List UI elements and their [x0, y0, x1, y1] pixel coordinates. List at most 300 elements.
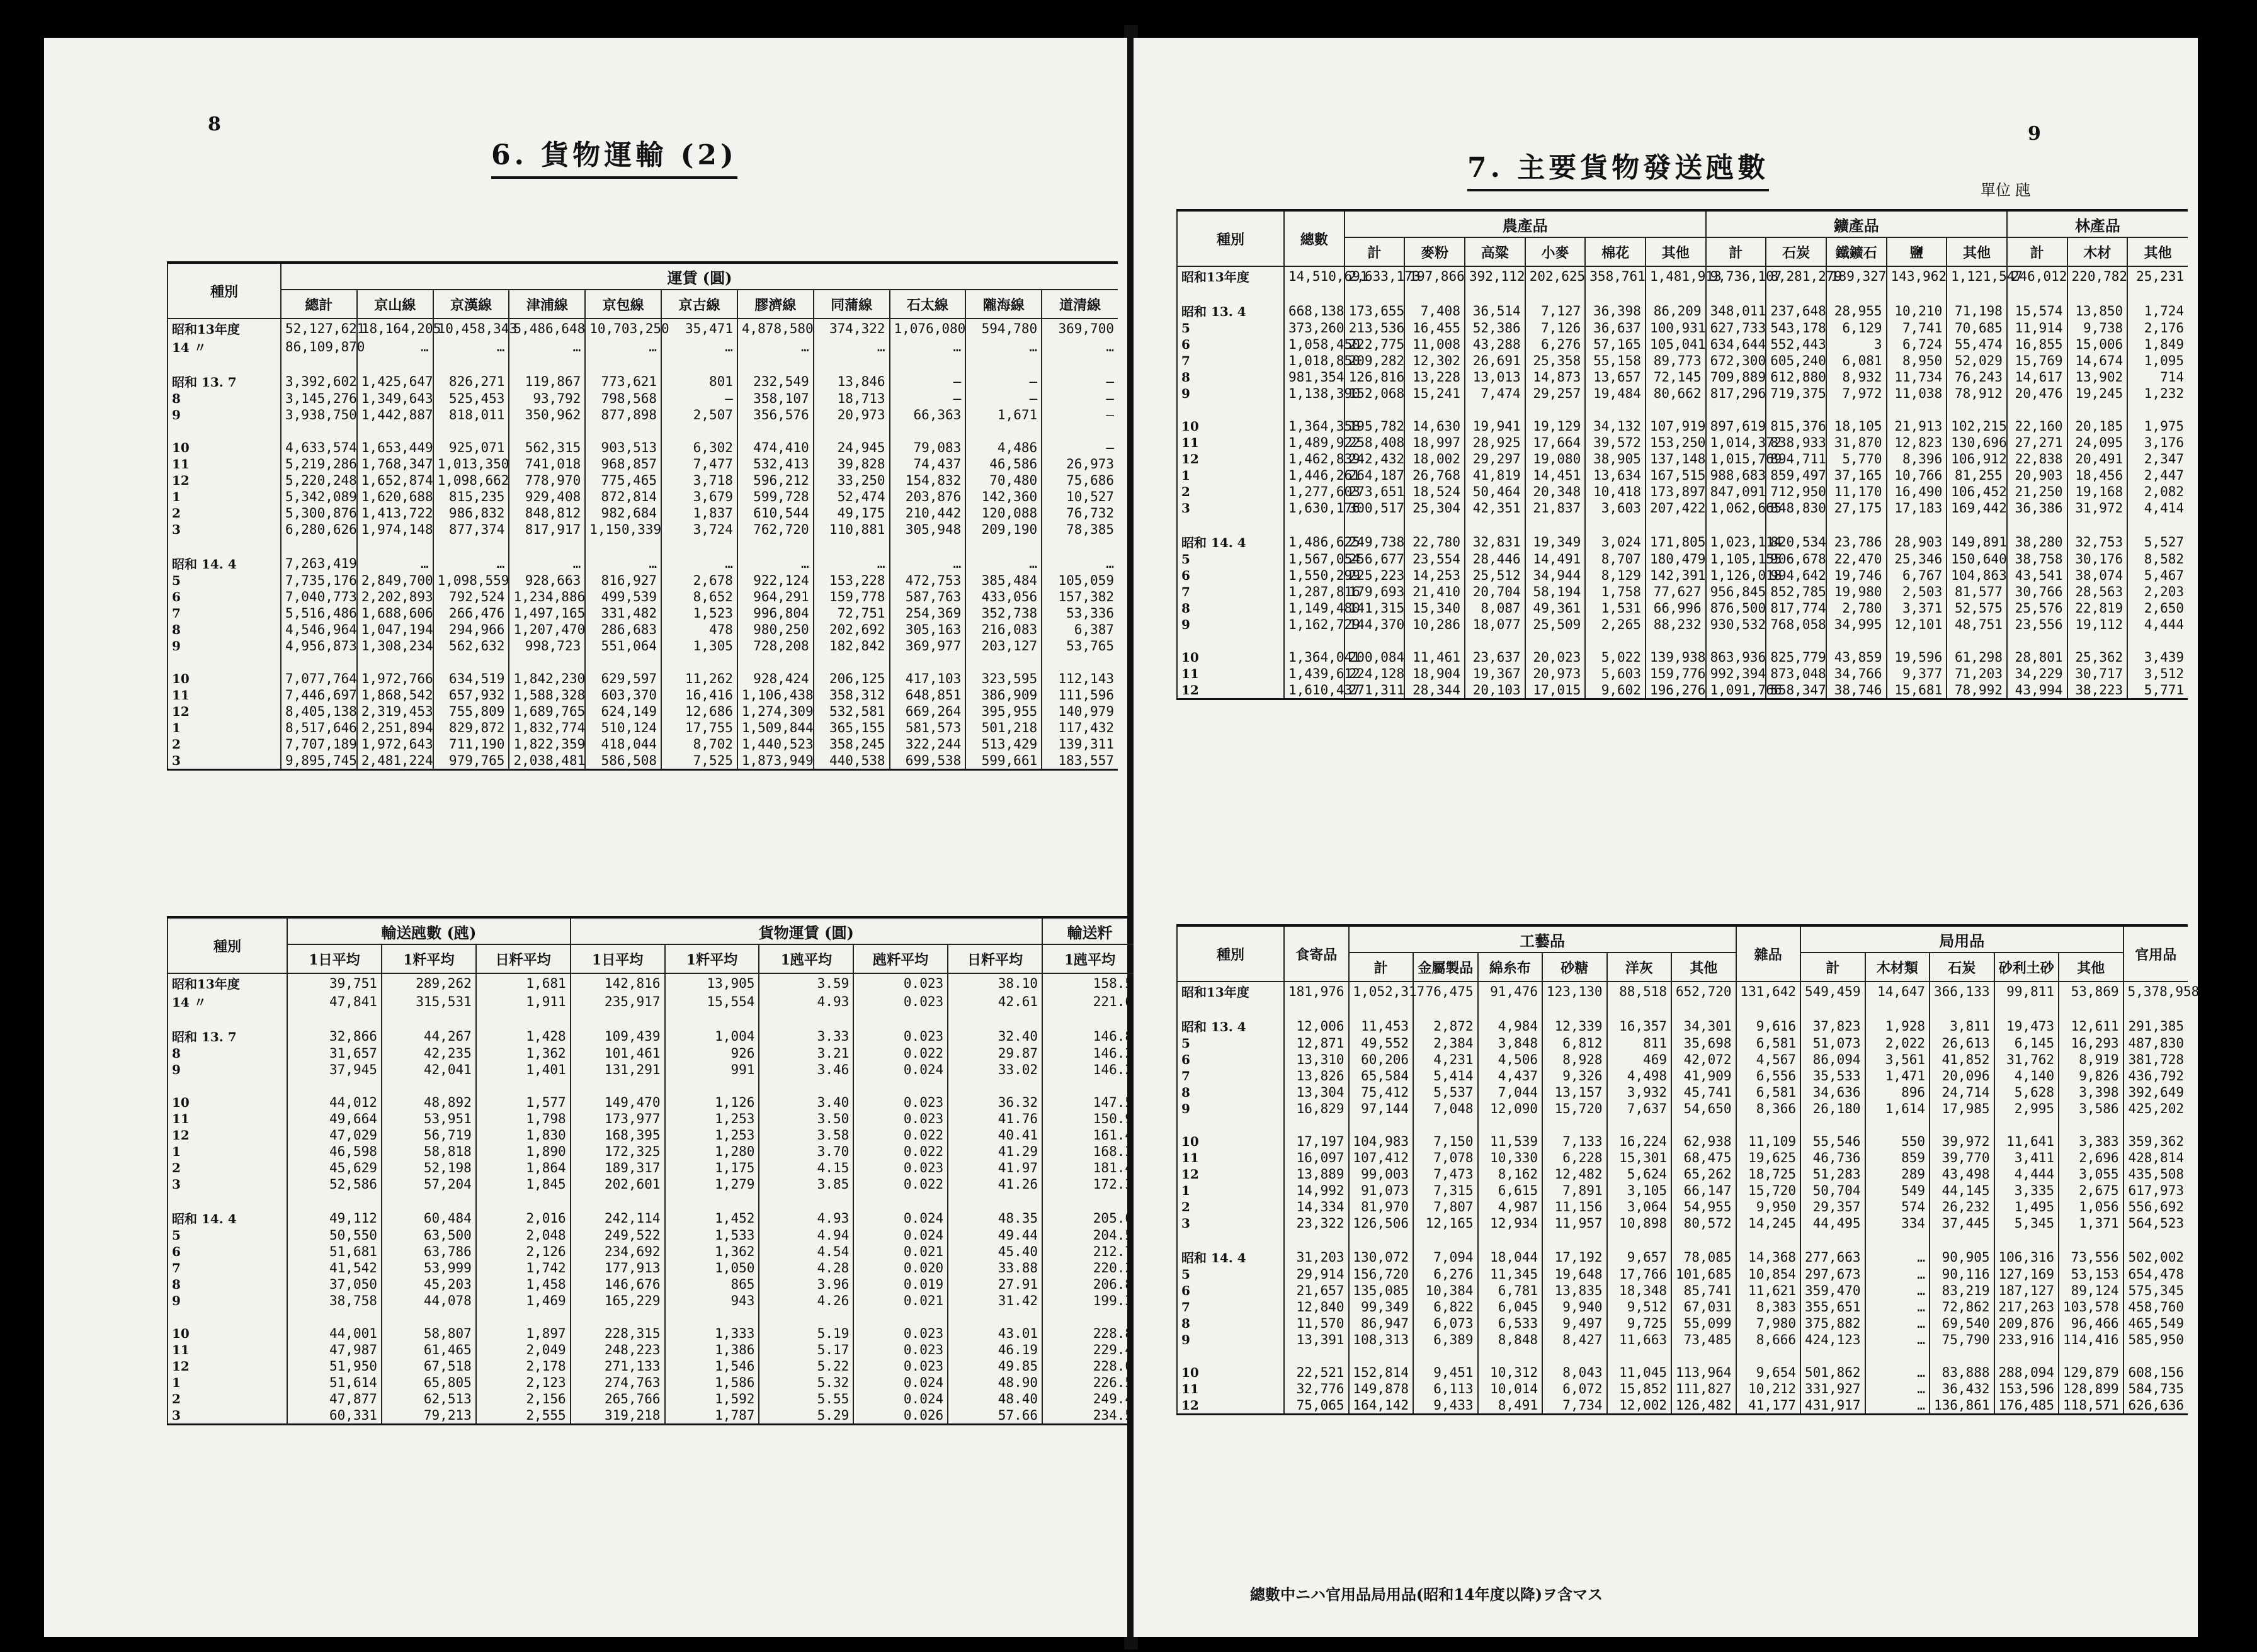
table-cell: 12,823 — [1887, 434, 1947, 451]
table-cell: 624,149 — [585, 703, 661, 720]
table-cell: 2,178 — [476, 1358, 571, 1374]
table-cell: 4,140 — [1994, 1068, 2059, 1084]
table-cell: 7,315 — [1413, 1182, 1478, 1199]
table-cell: 6,280,626 — [281, 521, 357, 538]
table-cell: 1,486,625 — [1284, 516, 1345, 551]
table-cell: 0.023 — [853, 1111, 948, 1127]
table-cell: 8,950 — [1887, 353, 1947, 369]
table-cell: 34,301 — [1671, 1000, 1736, 1035]
table-cell: 51,283 — [1800, 1166, 1865, 1182]
table-cell: 2,675 — [2059, 1182, 2123, 1199]
table-group-header: 貨物運賃 (圓) — [571, 917, 1042, 944]
table-cell: 19,648 — [1542, 1266, 1607, 1282]
table-cell: 13,013 — [1465, 369, 1525, 385]
table-cell: 210,442 — [890, 505, 966, 521]
table-cell: 26,613 — [1930, 1035, 1994, 1051]
table-cell: 86,109,870 — [281, 337, 357, 356]
table-row — [1177, 1231, 2188, 1266]
table-cell: 4.54 — [759, 1243, 853, 1260]
table-cell: 906,678 — [1766, 551, 1826, 567]
table-cell: 271,133 — [571, 1358, 665, 1374]
table-cell: 425,202 — [2123, 1100, 2188, 1117]
table-column-header: 鐵鑛石 — [1826, 237, 1887, 266]
table-cell: 118,571 — [2059, 1397, 2123, 1415]
table-cell: 2,347 — [2127, 451, 2188, 467]
table-cell: 31,657 — [287, 1045, 382, 1061]
table-cell: 249,738 — [1345, 516, 1405, 551]
row-label: 7 — [1177, 1068, 1284, 1084]
row-label: 2 — [168, 1160, 287, 1176]
table-cell: 12,686 — [661, 703, 737, 720]
table-cell: 31,762 — [1994, 1051, 2059, 1068]
table-cell: 1,277,603 — [1284, 484, 1345, 500]
table-cell: … — [1865, 1299, 1930, 1315]
table-cell: 156,720 — [1349, 1266, 1414, 1282]
table-cell: 25,346 — [1887, 551, 1947, 567]
table-cell: 433,056 — [965, 589, 1042, 605]
table-cell: 1,362 — [665, 1243, 759, 1260]
table-cell: 52,198 — [382, 1160, 476, 1176]
table-cell: 3,439 — [2127, 633, 2188, 665]
table-row — [1177, 1215, 2188, 1231]
table-cell: 85,741 — [1671, 1282, 1736, 1299]
table-cell: 23,556 — [2007, 616, 2067, 633]
table-cell: 36,637 — [1585, 320, 1646, 336]
table-cell: 75,065 — [1284, 1397, 1349, 1415]
table-cell: 699,538 — [890, 752, 966, 770]
row-label: 11 — [1177, 434, 1284, 451]
table-row — [168, 1407, 1137, 1425]
table-cell: 14,873 — [1525, 369, 1586, 385]
table-cell: 144,370 — [1345, 616, 1405, 633]
table-cell: 418,044 — [585, 736, 661, 752]
row-label: 昭和 14. 4 — [168, 538, 281, 572]
table-cell: 2,555 — [476, 1407, 571, 1425]
table-cell: 1,873,949 — [737, 752, 814, 770]
table-cell: 18,044 — [1478, 1231, 1543, 1266]
table-row — [1177, 402, 2188, 434]
row-label: 12 — [1177, 1166, 1284, 1182]
table-cell: 16,455 — [1404, 320, 1465, 336]
table-column-header: 小麥 — [1525, 237, 1586, 266]
table-cell: 34,766 — [1826, 665, 1887, 682]
table-cell: 142,360 — [965, 489, 1042, 505]
table-column-header: 總數 — [1284, 210, 1345, 266]
table-column-header: 石炭 — [1766, 237, 1826, 266]
table-cell: 229.4 — [1042, 1342, 1137, 1358]
table-cell: 7,735,176 — [281, 572, 357, 589]
row-label: 7 — [1177, 353, 1284, 369]
table-cell: 7,473 — [1413, 1166, 1478, 1182]
table-cell: 818,011 — [433, 407, 509, 423]
table-cell: 3,392,602 — [281, 356, 357, 390]
table-cell: 81,970 — [1349, 1199, 1414, 1215]
table-cell: 7,263,419 — [281, 538, 357, 572]
table-cell: 7,972 — [1826, 385, 1887, 402]
table-cell: 61,465 — [382, 1342, 476, 1358]
table-cell: … — [1865, 1282, 1930, 1299]
table-cell: 3,811 — [1930, 1000, 1994, 1035]
table-cell: 4,444 — [2127, 616, 2188, 633]
table-cell: 181,976 — [1284, 982, 1349, 1000]
table-cell: 75,790 — [1930, 1332, 1994, 1348]
table-cell: 352,738 — [965, 605, 1042, 621]
right-page — [1134, 38, 2198, 1637]
table-cell: 126,506 — [1349, 1215, 1414, 1231]
table-cell: 4.28 — [759, 1260, 853, 1276]
table-cell: 894,711 — [1766, 451, 1826, 467]
table-cell: 3,371 — [1887, 600, 1947, 616]
table-cell: 28,563 — [2067, 584, 2128, 600]
table-cell: 1,095 — [2127, 353, 2188, 369]
table-cell: 249.4 — [1042, 1391, 1137, 1407]
table-row — [168, 1127, 1137, 1143]
table-cell: 196,276 — [1646, 682, 1706, 699]
table-cell: 24,714 — [1930, 1084, 1994, 1100]
table-cell: 53,869 — [2059, 982, 2123, 1000]
table-cell: 375,882 — [1800, 1315, 1865, 1332]
table-cell: 7,133 — [1542, 1117, 1607, 1150]
table-cell: 1,577 — [476, 1078, 571, 1111]
table-row — [168, 538, 1118, 572]
row-label: 3 — [1177, 1215, 1284, 1231]
table-row — [1177, 1299, 2188, 1315]
table-cell: 297,673 — [1800, 1266, 1865, 1282]
row-label: 3 — [1177, 500, 1284, 516]
table-cell: 12,611 — [2059, 1000, 2123, 1035]
table-cell: 16,293 — [2059, 1035, 2123, 1051]
table-cell: 11,570 — [1284, 1315, 1349, 1332]
table-cell: 4,486 — [965, 423, 1042, 456]
table-cell: 5.55 — [759, 1391, 853, 1407]
table-cell: 14,451 — [1525, 467, 1586, 484]
row-label: 14 〃 — [168, 337, 281, 356]
table-cell: 42.61 — [948, 992, 1042, 1010]
table-cell: 6,389 — [1413, 1332, 1478, 1348]
table-cell: 12,302 — [1404, 353, 1465, 369]
table-cell: 128,899 — [2059, 1381, 2123, 1397]
table-cell: 49,361 — [1525, 600, 1586, 616]
table-cell: 30,176 — [2067, 551, 2128, 567]
table-row — [1177, 682, 2188, 699]
table-column-header: 道清線 — [1042, 290, 1118, 319]
table-cell: 101,685 — [1671, 1266, 1736, 1282]
table-cell: 235,917 — [571, 992, 665, 1010]
table-cell: 755,809 — [433, 703, 509, 720]
table-cell: 13,310 — [1284, 1051, 1349, 1068]
table-cell: 20,476 — [2007, 385, 2067, 402]
table-cell: 586,508 — [585, 752, 661, 770]
table-cell: 1,126,018 — [1706, 567, 1766, 584]
table-cell: 83,219 — [1930, 1282, 1994, 1299]
table-cell: 9,950 — [1736, 1199, 1801, 1215]
table-column-header: 石炭 — [1930, 953, 1994, 982]
table-cell: 10,286 — [1404, 616, 1465, 633]
table-cell: 8,652 — [661, 589, 737, 605]
table-column-header: 計 — [1706, 237, 1766, 266]
table-cell: 1,620,688 — [357, 489, 433, 505]
table-cell: 0.022 — [853, 1143, 948, 1160]
table-cell: 164,142 — [1349, 1397, 1414, 1415]
table-cell: 980,250 — [737, 621, 814, 638]
table-cell: 22,780 — [1404, 516, 1465, 551]
table-cell: 106,912 — [1947, 451, 2007, 467]
table-cell: 25,576 — [2007, 600, 2067, 616]
table-cell: 549 — [1865, 1182, 1930, 1199]
table-row — [168, 423, 1118, 456]
table-cell: 41,177 — [1736, 1397, 1801, 1415]
table-cell: 25,362 — [2067, 633, 2128, 665]
table-cell: 107,412 — [1349, 1150, 1414, 1166]
table-row — [168, 1078, 1137, 1111]
table-cell: 38.10 — [948, 973, 1042, 992]
table-cell: 0.023 — [853, 973, 948, 992]
table-cell: … — [814, 538, 890, 572]
table-cell: 7,741 — [1887, 320, 1947, 336]
table-cell: 63,786 — [382, 1243, 476, 1260]
table-cell: 1,974,148 — [357, 521, 433, 538]
table-cell: 41,819 — [1465, 467, 1525, 484]
table-cell: 5,345 — [1994, 1215, 2059, 1231]
row-label: 9 — [1177, 1100, 1284, 1117]
table-cell: 29.87 — [948, 1045, 1042, 1061]
table-cell: 10,212 — [1736, 1381, 1801, 1397]
table-cell: — — [1042, 356, 1118, 390]
table-column-header: 1瓲平均 — [759, 944, 853, 973]
row-label: 5 — [168, 1227, 287, 1243]
freight-shipments-table — [1176, 209, 2188, 700]
table-cell: 1,442,887 — [357, 407, 433, 423]
table-cell: 217,263 — [1994, 1299, 2059, 1315]
table-cell: 101,461 — [571, 1045, 665, 1061]
table-row — [168, 407, 1118, 423]
unit-label: 單位 瓲 — [1981, 181, 2031, 199]
table-cell: 0.024 — [853, 1061, 948, 1078]
table-cell: 1,098,559 — [433, 572, 509, 589]
table-cell: 26,232 — [1930, 1199, 1994, 1215]
table-cell: 0.021 — [853, 1293, 948, 1309]
table-cell: 9,451 — [1413, 1348, 1478, 1381]
table-cell: 1,842,230 — [509, 654, 585, 687]
table-cell: 104,863 — [1947, 567, 2007, 584]
table-cell: 3.58 — [759, 1127, 853, 1143]
table-column-header: 官用品 — [2123, 925, 2188, 982]
table-cell: 634,519 — [433, 654, 509, 687]
table-cell: 877,374 — [433, 521, 509, 538]
table-cell: 65,805 — [382, 1374, 476, 1391]
table-cell: 903,513 — [585, 423, 661, 456]
table-cell: 46,586 — [965, 456, 1042, 472]
table-cell: 35,533 — [1800, 1068, 1865, 1084]
table-cell: 43,994 — [2007, 682, 2067, 699]
table-cell: 171,805 — [1646, 516, 1706, 551]
table-cell: 5,220,248 — [281, 472, 357, 489]
table-cell: 4,444 — [1994, 1166, 2059, 1182]
table-cell: 126,482 — [1671, 1397, 1736, 1415]
table-cell: 39,751 — [287, 973, 382, 992]
table-cell: … — [965, 337, 1042, 356]
table-cell: 1,091,766 — [1706, 682, 1766, 699]
table-cell: 110,881 — [814, 521, 890, 538]
table-cell: 815,376 — [1766, 402, 1826, 434]
table-cell: 472,753 — [890, 572, 966, 589]
table-cell: 7,734 — [1542, 1397, 1607, 1415]
table-cell: 168.3 — [1042, 1143, 1137, 1160]
table-cell: 3,383 — [2059, 1117, 2123, 1150]
table-cell: 817,917 — [509, 521, 585, 538]
row-label: 11 — [1177, 1381, 1284, 1397]
table-cell: — — [965, 390, 1042, 407]
table-cell: 859 — [1865, 1150, 1930, 1166]
table-cell: 32,866 — [287, 1010, 382, 1045]
row-label: 11 — [1177, 665, 1284, 682]
freight-revenue-table — [167, 261, 1118, 771]
table-column-header: 1瓲平均 — [1042, 944, 1137, 973]
table-row — [168, 1010, 1137, 1045]
table-cell: … — [1865, 1315, 1930, 1332]
row-label: 8 — [168, 1276, 287, 1293]
row-label: 1 — [168, 1143, 287, 1160]
table-cell: 3,603 — [1585, 500, 1646, 516]
table-column-header: 日粁平均 — [476, 944, 571, 973]
table-cell: 395,955 — [965, 703, 1042, 720]
table-cell: 369,700 — [1042, 319, 1118, 337]
row-label: 昭和13年度 — [1177, 982, 1284, 1000]
table-cell: 10,898 — [1607, 1215, 1672, 1231]
table-cell: 57.66 — [948, 1407, 1042, 1425]
table-cell: 141,315 — [1345, 600, 1405, 616]
table-cell: 11,957 — [1542, 1215, 1607, 1231]
table-cell: 2,203 — [2127, 584, 2188, 600]
table-cell: — — [1042, 390, 1118, 407]
table-cell: 29,914 — [1284, 1266, 1349, 1282]
row-label: 9 — [168, 1293, 287, 1309]
table-column-header: 京包線 — [585, 290, 661, 319]
table-cell: 7,474 — [1465, 385, 1525, 402]
table-cell: 149,470 — [571, 1078, 665, 1111]
table-cell: 9,657 — [1607, 1231, 1672, 1266]
table-cell: 143,962 — [1887, 266, 1947, 285]
table-cell: 206,125 — [814, 654, 890, 687]
table-cell: 205.0 — [1042, 1192, 1137, 1227]
table-cell: 7,980 — [1736, 1315, 1801, 1332]
table-cell: 105,059 — [1042, 572, 1118, 589]
table-cell: 543,178 — [1766, 320, 1826, 336]
table-cell: 648,851 — [890, 687, 966, 703]
row-label: 3 — [168, 521, 281, 538]
table-cell: 67,518 — [382, 1358, 476, 1374]
table-cell: 15,681 — [1887, 682, 1947, 699]
table-cell: 43,288 — [1465, 336, 1525, 353]
table-cell: 773,621 — [585, 356, 661, 390]
table-cell: 1,439,612 — [1284, 665, 1345, 682]
table-cell: 146.2 — [1042, 1061, 1137, 1078]
table-cell: 18,725 — [1736, 1166, 1801, 1182]
table-cell: 44,145 — [1930, 1182, 1994, 1199]
table-cell: 29,297 — [1465, 451, 1525, 467]
table-cell: 11,621 — [1736, 1282, 1801, 1299]
table-cell: 581,573 — [890, 720, 966, 736]
table-cell: 86,209 — [1646, 285, 1706, 320]
table-cell: 19,941 — [1465, 402, 1525, 434]
table-cell: 2,633,173 — [1345, 266, 1405, 285]
table-cell: 73,556 — [2059, 1231, 2123, 1266]
table-cell: 36.32 — [948, 1078, 1042, 1111]
table-cell: 0.023 — [853, 1358, 948, 1374]
table-cell: 117,432 — [1042, 720, 1118, 736]
table-column-header: 綿糸布 — [1478, 953, 1543, 982]
table-cell: 7,077,764 — [281, 654, 357, 687]
table-cell: 146.8 — [1042, 1010, 1137, 1045]
table-cell: 130,696 — [1947, 434, 2007, 451]
table-cell: 762,720 — [737, 521, 814, 538]
table-cell: 10,458,343 — [433, 319, 509, 337]
table-cell: 17,015 — [1525, 682, 1586, 699]
table-cell: 19,080 — [1525, 451, 1586, 467]
table-row — [168, 1143, 1137, 1160]
table-cell: 225,223 — [1345, 567, 1405, 584]
table-cell: 286,683 — [585, 621, 661, 638]
table-cell: 1,975 — [2127, 402, 2188, 434]
table-cell: 28,344 — [1404, 682, 1465, 699]
table-cell: 10,766 — [1887, 467, 1947, 484]
table-cell: 7,150 — [1413, 1117, 1478, 1150]
table-cell: 6,556 — [1736, 1068, 1801, 1084]
table-cell: 33,250 — [814, 472, 890, 489]
table-cell: 17,192 — [1542, 1231, 1607, 1266]
table-cell: 34,229 — [2007, 665, 2067, 682]
table-group-header: 輸送瓲數 (瓲) — [287, 917, 571, 944]
table-row — [1177, 1381, 2188, 1397]
table-column-header: 鹽 — [1887, 237, 1947, 266]
table-cell: 108,313 — [1349, 1332, 1414, 1348]
table-cell: 1,014,372 — [1706, 434, 1766, 451]
row-label: 昭和13年度 — [168, 319, 281, 337]
table-cell: … — [585, 538, 661, 572]
table-cell: 863,936 — [1706, 633, 1766, 665]
table-column-header: 洋灰 — [1607, 953, 1672, 982]
table-cell: 603,370 — [585, 687, 661, 703]
table-cell: 1,287,816 — [1284, 584, 1345, 600]
table-row — [168, 703, 1118, 720]
table-column-header: 金屬製品 — [1413, 953, 1478, 982]
row-label: 8 — [1177, 600, 1284, 616]
table-cell: 474,410 — [737, 423, 814, 456]
table-row — [1177, 1051, 2188, 1068]
table-cell: 79,213 — [382, 1407, 476, 1425]
table-cell: 6,781 — [1478, 1282, 1543, 1299]
table-cell: 1,830 — [476, 1127, 571, 1143]
table-cell: 41,852 — [1930, 1051, 1994, 1068]
table-cell: … — [661, 337, 737, 356]
table-cell: 3,398 — [2059, 1084, 2123, 1100]
table-row — [168, 720, 1118, 736]
table-cell: 15,720 — [1736, 1182, 1801, 1199]
table-cell: 9,616 — [1736, 1000, 1801, 1035]
table-cell: 574 — [1865, 1199, 1930, 1215]
table-cell: 26,973 — [1042, 456, 1118, 472]
table-cell: 801 — [661, 356, 737, 390]
table-cell: 5,467 — [2127, 567, 2188, 584]
table-cell: 129,879 — [2059, 1348, 2123, 1381]
table-cell: 153,228 — [814, 572, 890, 589]
table-cell: 9,326 — [1542, 1068, 1607, 1084]
table-cell: 139,311 — [1042, 736, 1118, 752]
table-cell: 49,112 — [287, 1192, 382, 1227]
table-cell: … — [1865, 1231, 1930, 1266]
table-cell: 114,416 — [2059, 1332, 2123, 1348]
table-cell: 331,482 — [585, 605, 661, 621]
